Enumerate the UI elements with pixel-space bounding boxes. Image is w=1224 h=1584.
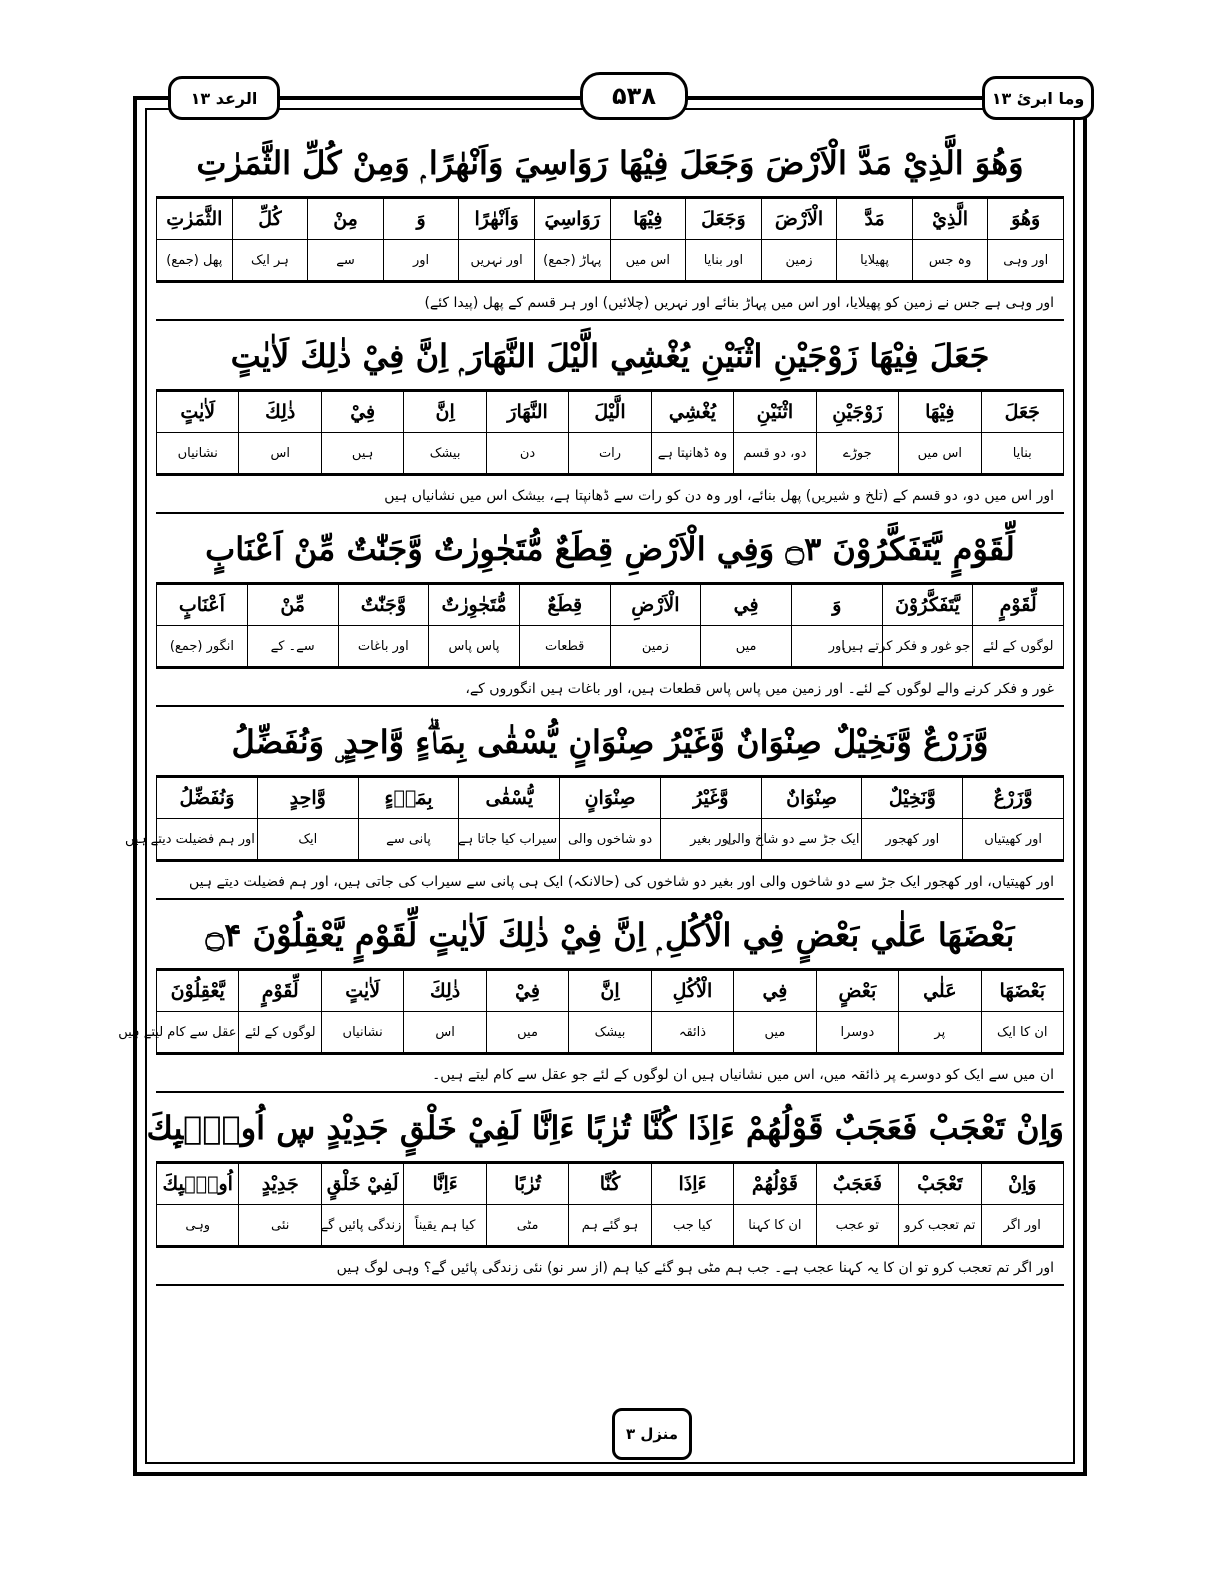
urdu-translation: غور و فکر کرنے والے لوگوں کے لئے۔ اور زمین میں پاس پاس قطعات ہیں، اور باغات ہیں انگوروں کے،	[156, 667, 1064, 707]
urdu-meaning-cell: ہر ایک	[232, 240, 308, 281]
arabic-word-cell: جَدِيْدٍ	[239, 1164, 321, 1205]
urdu-meaning-cell: ان کا ایک	[981, 1012, 1063, 1053]
urdu-meaning-cell: انگور (جمع)	[157, 626, 248, 667]
arabic-verse: وَّزَرْعٌ وَّنَخِيْلٌ صِنْوَانٌ وَّغَيْرُ صِنْوَانٍ يُّسْقٰى بِمَاۗءٍ وَّاحِدٍ ۣ وَنُفَضِّلُ	[156, 707, 1064, 777]
arabic-word-cell: وَّنَخِيْلٌ	[862, 778, 963, 819]
word-by-word-table	[156, 198, 1064, 281]
urdu-meaning-cell: اور باغات	[338, 626, 429, 667]
urdu-meaning-cell: عقل سے کام لیتے ہیں	[157, 1012, 239, 1053]
verse-section	[146, 1093, 1064, 1286]
urdu-meaning-cell: اور اگر	[981, 1205, 1063, 1246]
verse-section	[156, 321, 1064, 514]
urdu-meaning-cell: بیشک	[404, 433, 486, 474]
verse-section	[156, 128, 1064, 321]
word-by-word-table	[156, 391, 1064, 474]
urdu-meaning-cell: ذائقہ	[651, 1012, 733, 1053]
urdu-meaning-cell: اور ہم فضیلت دیتے ہیں	[157, 819, 258, 860]
urdu-meaning-cell: جوڑے	[816, 433, 898, 474]
urdu-meaning-cell: اور نہریں	[459, 240, 535, 281]
arabic-word-cell: فِي	[701, 585, 792, 626]
arabic-word-cell: جَعَلَ	[981, 392, 1063, 433]
urdu-meaning-cell: نشانیاں	[321, 1012, 403, 1053]
arabic-word-cell: وَاَنْهٰرًا	[459, 199, 535, 240]
arabic-word-cell: مِنْ	[308, 199, 384, 240]
urdu-meaning-cell: سیراب کیا جاتا ہے	[459, 819, 560, 860]
arabic-word-cell: بَعْضٍ	[816, 971, 898, 1012]
urdu-meaning-cell: ایک جڑ سے دو شاخ والی	[761, 819, 862, 860]
urdu-meaning-cell: پانی سے	[358, 819, 459, 860]
arabic-word-cell: فِي	[734, 971, 816, 1012]
urdu-meaning-cell: ہو گئے ہم	[569, 1205, 651, 1246]
urdu-meaning-cell: کیا جب	[651, 1205, 733, 1246]
urdu-meaning-cell: اس میں	[899, 433, 981, 474]
arabic-word-cell: اثْنَيْنِ	[734, 392, 816, 433]
urdu-meaning-cell: پھیلایا	[837, 240, 913, 281]
arabic-word-cell: كُنَّا	[569, 1164, 651, 1205]
urdu-meaning-cell: اور وہی	[988, 240, 1064, 281]
arabic-word-cell: وَهُوَ	[988, 199, 1064, 240]
arabic-word-cell: رَوَاسِيَ	[534, 199, 610, 240]
arabic-word-cell: يَّعْقِلُوْنَ	[157, 971, 239, 1012]
urdu-meaning-cell: اور	[383, 240, 459, 281]
urdu-translation: اور اس میں دو، دو قسم کے (تلخ و شیریں) پھل بنائے، اور وہ دن کو رات سے ڈھانپتا ہے، بیشک اس میں نشانیاں ہیں	[156, 474, 1064, 514]
arabic-word-cell: فِيْ	[486, 971, 568, 1012]
arabic-word-cell: الْاَرْضِ	[610, 585, 701, 626]
arabic-word-cell: وَاِنْ	[981, 1164, 1063, 1205]
arabic-word-cell: صِنْوَانٍ	[560, 778, 661, 819]
arabic-word-cell: فِيْهَا	[610, 199, 686, 240]
arabic-word-cell: صِنْوَانٌ	[761, 778, 862, 819]
arabic-verse: بَعْضَهَا عَلٰي بَعْضٍ فِي الْاُكُلِ ۭ اِنَّ فِيْ ذٰلِكَ لَاٰيٰتٍ لِّقَوْمٍ يَّعْقِلُوْنَ ۝۴	[156, 900, 1064, 970]
arabic-word-cell: مَدَّ	[837, 199, 913, 240]
urdu-meaning-cell: میں	[486, 1012, 568, 1053]
manzil-badge: منزل ۳	[612, 1408, 692, 1460]
arabic-word-cell: عَلٰي	[899, 971, 981, 1012]
urdu-meaning-cell: اس میں	[610, 240, 686, 281]
urdu-meaning-cell: پاس پاس	[429, 626, 520, 667]
arabic-word-cell: الْاَرْضَ	[761, 199, 837, 240]
arabic-word-cell: مِّنْ	[247, 585, 338, 626]
urdu-translation: اور کھیتیاں، اور کھجور ایک جڑ سے دو شاخوں والی اور بغیر دو شاخوں کی (حالانکہ) ایک ہی پانی سے سیراب کی جاتی ہیں، اور ہم فضیلت دیتے ہیں	[156, 860, 1064, 900]
urdu-meaning-cell: وہ جس	[912, 240, 988, 281]
arabic-word-cell: وَجَعَلَ	[686, 199, 762, 240]
arabic-word-cell: اُولٰۗىِٕكَ	[157, 1164, 239, 1205]
urdu-meaning-cell: وہ ڈھانپتا ہے	[651, 433, 733, 474]
urdu-meaning-cell: ہیں	[321, 433, 403, 474]
urdu-meaning-cell: میں	[734, 1012, 816, 1053]
urdu-meaning-cell: نئی	[239, 1205, 321, 1246]
arabic-word-cell: يُغْشِي	[651, 392, 733, 433]
arabic-word-cell: قَوْلُهُمْ	[734, 1164, 816, 1205]
urdu-meaning-cell: پر	[899, 1012, 981, 1053]
urdu-meaning-cell: تم تعجب کرو	[899, 1205, 981, 1246]
urdu-translation: ان میں سے ایک کو دوسرے پر ذائقہ میں، اس میں نشانیاں ہیں ان لوگوں کے لئے جو عقل سے کام لیتے ہیں۔	[156, 1053, 1064, 1093]
arabic-word-cell: فَعَجَبٌ	[816, 1164, 898, 1205]
arabic-word-cell: لِّقَوْمٍ	[973, 585, 1064, 626]
urdu-meaning-cell: رات	[569, 433, 651, 474]
urdu-meaning-cell: جو غور و فکر کرتے ہیں	[882, 626, 973, 667]
arabic-word-cell: الْاُكُلِ	[651, 971, 733, 1012]
arabic-word-cell: ءَاِذَا	[651, 1164, 733, 1205]
arabic-word-cell: وَّجَنّٰتٌ	[338, 585, 429, 626]
arabic-word-cell: وَ	[791, 585, 882, 626]
header-para-label: وما ابرئ ۱۳	[982, 76, 1094, 120]
urdu-meaning-cell: اور بغیر	[660, 819, 761, 860]
urdu-meaning-cell: لوگوں کے لئے	[239, 1012, 321, 1053]
arabic-word-cell: الَّيْلَ	[569, 392, 651, 433]
arabic-word-cell: ذٰلِكَ	[239, 392, 321, 433]
urdu-meaning-cell: وہی	[157, 1205, 239, 1246]
word-by-word-table	[118, 970, 1064, 1053]
arabic-word-cell: اِنَّ	[404, 392, 486, 433]
arabic-word-cell: قِطَعٌ	[519, 585, 610, 626]
arabic-word-cell: النَّهَارَ	[486, 392, 568, 433]
urdu-meaning-cell: زمین	[610, 626, 701, 667]
urdu-meaning-cell: دن	[486, 433, 568, 474]
urdu-meaning-cell: بنایا	[981, 433, 1063, 474]
urdu-meaning-cell: پھل (جمع)	[157, 240, 233, 281]
urdu-meaning-cell: کیا ہم یقیناً	[404, 1205, 486, 1246]
urdu-meaning-cell: بیشک	[569, 1012, 651, 1053]
arabic-word-cell: تُرٰبًا	[486, 1164, 568, 1205]
urdu-meaning-cell: تو عجب	[816, 1205, 898, 1246]
urdu-translation: اور وہی ہے جس نے زمین کو پھیلایا، اور اس میں پہاڑ بنائے اور نہریں (چلائیں) اور ہر قسم کے پھل (پیدا کئے)	[156, 281, 1064, 321]
urdu-meaning-cell: ان کا کہنا	[734, 1205, 816, 1246]
header-surah-label: الرعد ۱۳	[168, 76, 280, 120]
arabic-word-cell: لِّقَوْمٍ	[239, 971, 321, 1012]
arabic-word-cell: بَعْضَهَا	[981, 971, 1063, 1012]
arabic-verse: وَهُوَ الَّذِيْ مَدَّ الْاَرْضَ وَجَعَلَ فِيْهَا رَوَاسِيَ وَاَنْهٰرًا ۭ وَمِنْ كُلِّ الثَّمَرٰتِ	[156, 128, 1064, 198]
arabic-word-cell: فِيْ	[321, 392, 403, 433]
verse-section	[125, 707, 1064, 900]
arabic-word-cell: كُلِّ	[232, 199, 308, 240]
arabic-word-cell: فِيْهَا	[899, 392, 981, 433]
arabic-verse: لِّقَوْمٍ يَّتَفَكَّرُوْنَ ۝۳ وَفِي الْاَرْضِ قِطَعٌ مُّتَجٰوِرٰتٌ وَّجَنّٰتٌ مِّنْ اَعْنَابٍ	[156, 514, 1064, 584]
arabic-word-cell: وَّزَرْعٌ	[963, 778, 1064, 819]
arabic-word-cell: مُّتَجٰوِرٰتٌ	[429, 585, 520, 626]
arabic-word-cell: الَّذِيْ	[912, 199, 988, 240]
urdu-meaning-cell: اور کھجور	[862, 819, 963, 860]
arabic-word-cell: يَّتَفَكَّرُوْنَ	[882, 585, 973, 626]
urdu-meaning-cell: اور بنایا	[686, 240, 762, 281]
urdu-translation: اور اگر تم تعجب کرو تو ان کا یہ کہنا عجب ہے۔ جب ہم مٹی ہو گئے کیا ہم (از سر نو) نئی زندگی پائیں گے؟ وہی لوگ ہیں	[156, 1246, 1064, 1286]
arabic-word-cell: وَنُفَضِّلُ	[157, 778, 258, 819]
urdu-meaning-cell: اور	[791, 626, 882, 667]
word-by-word-table	[156, 584, 1064, 667]
arabic-word-cell: وَّغَيْرُ	[660, 778, 761, 819]
urdu-meaning-cell: سے	[308, 240, 384, 281]
arabic-word-cell: تَعْجَبْ	[899, 1164, 981, 1205]
arabic-word-cell: وَّاحِدٍ	[257, 778, 358, 819]
urdu-meaning-cell: دوسرا	[816, 1012, 898, 1053]
arabic-word-cell: لَاٰيٰتٍ	[157, 392, 239, 433]
urdu-meaning-cell: سے۔ کے	[247, 626, 338, 667]
verse-section	[156, 514, 1064, 707]
arabic-word-cell: ذٰلِكَ	[404, 971, 486, 1012]
urdu-meaning-cell: پہاڑ (جمع)	[534, 240, 610, 281]
arabic-word-cell: وَ	[383, 199, 459, 240]
arabic-word-cell: يُّسْقٰى	[459, 778, 560, 819]
word-by-word-table	[156, 1163, 1064, 1246]
page-number: ۵۳۸	[580, 72, 688, 120]
urdu-meaning-cell: قطعات	[519, 626, 610, 667]
urdu-meaning-cell: ایک	[257, 819, 358, 860]
arabic-word-cell: ءَاِنَّا	[404, 1164, 486, 1205]
page-content	[118, 128, 1064, 1412]
arabic-word-cell: الثَّمَرٰتِ	[157, 199, 233, 240]
urdu-meaning-cell: اس	[239, 433, 321, 474]
urdu-meaning-cell: زمین	[761, 240, 837, 281]
word-by-word-table	[125, 777, 1064, 860]
arabic-verse: جَعَلَ فِيْهَا زَوْجَيْنِ اثْنَيْنِ يُغْشِي الَّيْلَ النَّهَارَ ۭ اِنَّ فِيْ ذٰلِكَ لَاٰيٰتٍ	[156, 321, 1064, 391]
urdu-meaning-cell: دو، دو قسم	[734, 433, 816, 474]
arabic-word-cell: اَعْنَابٍ	[157, 585, 248, 626]
urdu-meaning-cell: زندگی پائیں گے	[321, 1205, 403, 1246]
verse-section	[118, 900, 1064, 1093]
urdu-meaning-cell: میں	[701, 626, 792, 667]
arabic-word-cell: لَاٰيٰتٍ	[321, 971, 403, 1012]
arabic-verse: وَاِنْ تَعْجَبْ فَعَجَبٌ قَوْلُهُمْ ءَاِذَا كُنَّا تُرٰبًا ءَاِنَّا لَفِيْ خَلْقٍ جَدِيْدٍ ڛ اُولٰۗىِٕكَ	[156, 1093, 1064, 1163]
arabic-word-cell: اِنَّ	[569, 971, 651, 1012]
urdu-meaning-cell: اس	[404, 1012, 486, 1053]
arabic-word-cell: بِمَاۗءٍ	[358, 778, 459, 819]
urdu-meaning-cell: دو شاخوں والی	[560, 819, 661, 860]
urdu-meaning-cell: نشانیاں	[157, 433, 239, 474]
urdu-meaning-cell: مٹی	[486, 1205, 568, 1246]
arabic-word-cell: لَفِيْ خَلْقٍ	[321, 1164, 403, 1205]
urdu-meaning-cell: لوگوں کے لئے	[973, 626, 1064, 667]
urdu-meaning-cell: اور کھیتیاں	[963, 819, 1064, 860]
arabic-word-cell: زَوْجَيْنِ	[816, 392, 898, 433]
